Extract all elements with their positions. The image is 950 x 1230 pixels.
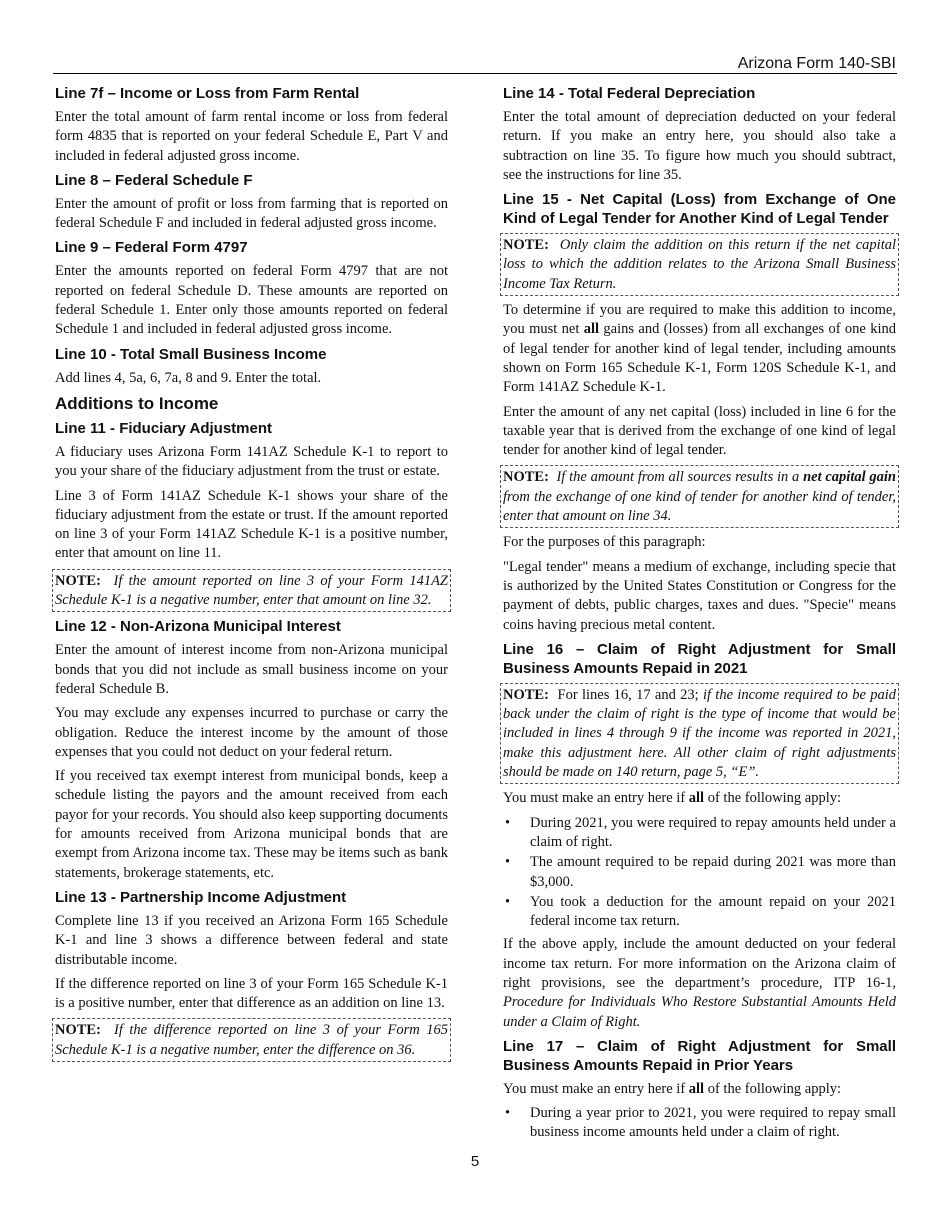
- emphasis-all: all: [688, 1080, 705, 1097]
- note-label: NOTE:: [55, 1022, 101, 1039]
- line-13-note: [52, 1018, 451, 1062]
- line-8-text: Enter the amount of profit or loss from farming that is reported on federal Schedule F and included in federal adjusted gross income.: [55, 195, 448, 232]
- line-16-heading: Line 16 – Claim of Right Adjustment for Small Business Amounts Repaid in 2021: [503, 640, 896, 677]
- emphasis-net-capital-gain: net capital gain: [803, 469, 896, 486]
- line-16-text-2: [503, 935, 896, 1031]
- line-14-text: Enter the total amount of depreciation deducted on your federal return. If you make an entry here, you should also take a subtraction on line 35. To figure how much you should subtract, see the instructions for line 35.: [503, 109, 896, 183]
- text-run: gains and (losses) from all exchanges of one kind of legal tender for another kind of legal tender, including amounts shown on Form 165 Schedule K-1, Form 120S Schedule K-1, and Form 141AZ Schedule K-1.: [503, 321, 896, 396]
- line-16-bullet-list: [503, 814, 896, 932]
- procedure-title: Procedure for Individuals Who Restore Substantial Amounts Held under a Claim of Right.: [503, 994, 896, 1030]
- line-15-text-3: For the purposes of this paragraph:: [503, 534, 706, 551]
- line-16-note: [500, 683, 899, 784]
- text-run: You must make an entry here if: [503, 790, 689, 807]
- line-12-text-1: Enter the amount of interest income from non-Arizona municipal bonds that you did not include as small business income on your federal Schedule B.: [55, 642, 448, 697]
- text-run: To determine if you are required to make this addition to income, you must net: [503, 302, 896, 338]
- line-16-text-1: [503, 789, 896, 808]
- list-item: [503, 893, 896, 932]
- line-11-text-1: A fiduciary uses Arizona Form 141AZ Schedule K-1 to report to you your share of the fiduciary adjustment from the trust or estate.: [55, 443, 448, 480]
- line-12-text-2: You may exclude any expenses incurred to purchase or carry the obligation. Reduce the interest income by the amount of those expenses that you could not deduct on your federal return.: [55, 705, 448, 760]
- page-number: 5: [470, 1153, 480, 1170]
- text-run: of the following apply:: [704, 1080, 842, 1097]
- form-title: Arizona Form 140-SBI: [737, 55, 896, 72]
- line-15-text-1: [503, 301, 896, 397]
- line-11-note: [52, 569, 451, 613]
- list-item: [503, 1104, 896, 1143]
- text-run: of the following apply:: [704, 790, 842, 807]
- bullet-icon: •: [505, 814, 511, 831]
- note-text: Only claim the addition on this return if the net capital loss to which the addition relates to the Arizona Small Business Income Tax Return.: [503, 237, 896, 292]
- note-label: NOTE:: [503, 469, 549, 486]
- list-item-text: During 2021, you were required to repay amounts held under a claim of right.: [530, 814, 896, 850]
- note-label: NOTE:: [503, 237, 549, 254]
- note-label: NOTE:: [503, 686, 549, 703]
- line-15-text-2: Enter the amount of any net capital (loss) included in line 6 for the taxable year that is derived from the exchange of one kind of legal tender for another kind of legal tender.: [503, 403, 896, 459]
- line-11-text-2: Line 3 of Form 141AZ Schedule K-1 shows your share of the fiduciary adjustment from the estate or trust. If the amount reported on line 3 of your Form 141AZ Schedule K-1 is a positive number, enter that amount on line 11.: [55, 487, 448, 562]
- line-9-heading: Line 9 – Federal Form 4797: [55, 239, 248, 257]
- note-text: if the income required to be paid back under the claim of right is the type of income that would be included in lines 4 through 9 if the income was reported in 2021, make this adjustment here. All other claim of right adjustments should be made on 140 return, page 5, “E”.: [503, 686, 897, 781]
- line-13-heading: Line 13 - Partnership Income Adjustment: [55, 888, 347, 906]
- line-15-text-4: "Legal tender" means a medium of exchange, including specie that is authorized by the United States Constitution or Congress for the payment of debts, public charges, taxes and dues. "Specie" means coins having precious metal content.: [503, 558, 896, 633]
- line-8-heading: Line 8 – Federal Schedule F: [55, 171, 253, 189]
- left-column: [55, 82, 448, 1067]
- note-plain-text: For lines 16, 17 and 23;: [557, 686, 703, 703]
- note-label: NOTE:: [55, 572, 101, 589]
- emphasis-all: all: [688, 790, 705, 807]
- line-7f-text: Enter the total amount of farm rental income or loss from federal form 4835 that is reported on your federal Schedule E, Part V and included in federal adjusted gross income.: [55, 109, 448, 164]
- text-run: If the amount from all sources results in a: [556, 469, 804, 486]
- line-12-heading: Line 12 - Non-Arizona Municipal Interest: [55, 618, 341, 636]
- bullet-icon: •: [505, 893, 511, 910]
- text-run: If the above apply, include the amount deducted on your federal income tax return. For more information on the Arizona claim of right provisions, see the department’s procedure, ITP 16-1,: [503, 936, 896, 991]
- header-rule: [53, 73, 897, 74]
- text-run: You must make an entry here if: [503, 1080, 689, 1097]
- bullet-icon: •: [505, 1105, 511, 1122]
- list-item: [503, 853, 896, 892]
- line-12-text-3: If you received tax exempt interest from municipal bonds, keep a schedule listing the payors and the amount received from each payor for your records. You should also keep supporting documents for amounts received from Arizona municipal bonds that are exempt from Arizona income tax. These may be items such as bank statements, brokerage statements, etc.: [55, 768, 448, 881]
- list-item-text: You took a deduction for the amount repaid on your 2021 federal income tax return.: [530, 893, 896, 930]
- right-column: [503, 82, 896, 1147]
- line-17-bullet-list: [503, 1104, 896, 1143]
- text-run: from the exchange of one kind of tender for another kind of tender, enter that amount on line 34.: [503, 488, 896, 525]
- list-item: [503, 814, 896, 853]
- line-10-heading: Line 10 - Total Small Business Income: [55, 345, 327, 363]
- line-13-text-2: If the difference reported on line 3 of your Form 165 Schedule K-1 is a positive number, enter that difference as an addition on line 13.: [55, 975, 448, 1012]
- line-9-text: Enter the amounts reported on federal Form 4797 that are not reported on federal Schedule D. These amounts are reported on federal Schedule 1. Enter only those amounts reported on federal Schedule 1 and included in federal adjusted gross income.: [55, 263, 448, 338]
- line-10-text: Add lines 4, 5a, 6, 7a, 8 and 9. Enter the total.: [55, 369, 322, 386]
- note-text: [503, 469, 896, 524]
- line-14-heading: Line 14 - Total Federal Depreciation: [503, 85, 756, 102]
- additions-heading: Additions to Income: [55, 393, 219, 413]
- line-13-text-1: Complete line 13 if you received an Arizona Form 165 Schedule K-1 and line 3 shows a difference between federal and state distributable income.: [55, 912, 448, 968]
- list-item-text: The amount required to be repaid during 2021 was more than $3,000.: [530, 854, 896, 890]
- note-text: If the difference reported on line 3 of your Form 165 Schedule K-1 is a negative number, enter the difference on 36.: [55, 1022, 448, 1058]
- line-15-note-2: [500, 465, 899, 528]
- line-17-heading: Line 17 – Claim of Right Adjustment for Small Business Amounts Repaid in Prior Years: [503, 1037, 896, 1074]
- note-text: If the amount reported on line 3 of your Form 141AZ Schedule K-1 is a negative number, enter that amount on line 32.: [55, 572, 448, 609]
- line-15-note-1: [500, 233, 899, 296]
- line-15-heading: Line 15 - Net Capital (Loss) from Exchange of One Kind of Legal Tender for Another Kind of Legal Tender: [503, 191, 896, 228]
- line-11-heading: Line 11 - Fiduciary Adjustment: [55, 419, 272, 437]
- bullet-icon: •: [505, 854, 511, 871]
- line-17-text-1: [503, 1080, 896, 1099]
- emphasis-all: all: [583, 321, 600, 338]
- line-7f-heading: Line 7f – Income or Loss from Farm Rental: [55, 85, 360, 102]
- list-item-text: During a year prior to 2021, you were required to repay small business income amounts held under a claim of right.: [530, 1105, 896, 1141]
